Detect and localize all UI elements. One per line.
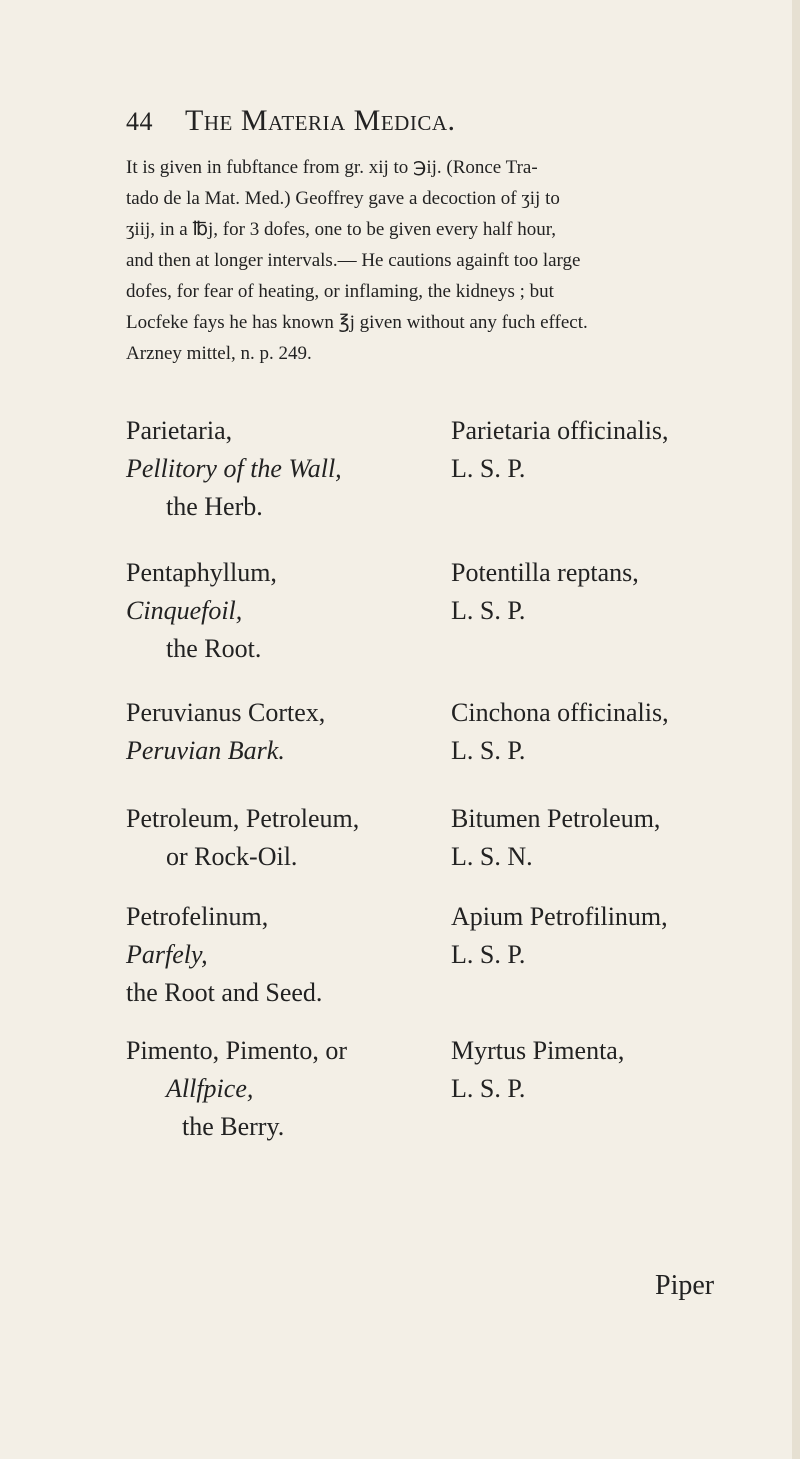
- page-title: The Materia Medica.: [185, 104, 456, 137]
- entry-line: Parietaria officinalis,: [451, 416, 669, 445]
- entry-line: Petroleum, Petroleum,: [126, 804, 360, 833]
- entry-line: Peruvianus Cortex,: [126, 698, 326, 727]
- entry-common-name: [126, 694, 451, 770]
- entry-line: Peruvian Bark.: [126, 736, 285, 765]
- entry-line: Petrofelinum,: [126, 902, 269, 931]
- entry-common-name: [126, 1032, 451, 1146]
- running-header: [126, 104, 456, 138]
- entry-petrofelinum: [126, 898, 786, 1012]
- entry-line: Parietaria,: [126, 416, 233, 445]
- entry-botanical-name: [451, 898, 786, 1012]
- paragraph-line: and then at longer intervals.— He cautions againft too large: [126, 250, 581, 271]
- entry-line: L. S. P.: [451, 736, 526, 765]
- entry-line: Parfely,: [126, 940, 208, 969]
- entry-line: Potentilla reptans,: [451, 558, 639, 587]
- entry-parietaria: [126, 412, 786, 526]
- entry-line: L. S. P.: [451, 940, 526, 969]
- entry-line: Bitumen Petroleum,: [451, 804, 661, 833]
- paragraph-line: Arzney mittel, n. p. 249.: [126, 343, 312, 364]
- entry-line: the Berry.: [182, 1112, 285, 1141]
- entry-line: Pentaphyllum,: [126, 558, 277, 587]
- entry-botanical-name: [451, 412, 786, 526]
- entry-line: Cinquefoil,: [126, 596, 243, 625]
- body-paragraph: [126, 152, 766, 369]
- entry-line: Apium Petrofilinum,: [451, 902, 668, 931]
- entry-botanical-name: [451, 800, 786, 876]
- entry-botanical-name: [451, 1032, 786, 1146]
- catchword: Piper: [655, 1270, 715, 1301]
- entry-botanical-name: [451, 694, 786, 770]
- entry-common-name: [126, 898, 451, 1012]
- entry-botanical-name: [451, 554, 786, 668]
- entry-peruvianus: [126, 694, 786, 770]
- entry-line: Allfpice,: [166, 1074, 254, 1103]
- entry-line: L. S. N.: [451, 842, 533, 871]
- materia-medica-entries: [126, 412, 786, 1146]
- entry-line: Pellitory of the Wall,: [126, 454, 342, 483]
- entry-line: the Herb.: [166, 492, 263, 521]
- entry-line: Myrtus Pimenta,: [451, 1036, 625, 1065]
- entry-common-name: [126, 554, 451, 668]
- page-edge: [792, 0, 800, 1459]
- entry-line: L. S. P.: [451, 1074, 526, 1103]
- entry-line: the Root.: [166, 634, 262, 663]
- entry-petroleum: [126, 800, 786, 876]
- entry-line: the Root and Seed.: [126, 978, 323, 1007]
- paragraph-line: Locfeke fays he has known ℥j given without any fuch effect.: [126, 312, 588, 333]
- entry-line: Cinchona officinalis,: [451, 698, 669, 727]
- paragraph-line: tado de la Mat. Med.) Geoffrey gave a decoction of ʒij to: [126, 188, 560, 209]
- paragraph-line: dofes, for fear of heating, or inflaming, the kidneys ; but: [126, 281, 554, 302]
- entry-pimento: [126, 1032, 786, 1146]
- entry-line: L. S. P.: [451, 454, 526, 483]
- paragraph-line: It is given in fubftance from gr. xij to ℈ij. (Ronce Tra-: [126, 157, 538, 178]
- entry-line: L. S. P.: [451, 596, 526, 625]
- entry-line: Pimento, Pimento, or: [126, 1036, 347, 1065]
- entry-line: or Rock-Oil.: [166, 842, 298, 871]
- page-number: 44: [126, 107, 153, 136]
- paragraph-line: ʒiij, in a ℔j, for 3 dofes, one to be given every half hour,: [126, 219, 557, 240]
- entry-common-name: [126, 800, 451, 876]
- entry-pentaphyllum: [126, 554, 786, 668]
- entry-common-name: [126, 412, 451, 526]
